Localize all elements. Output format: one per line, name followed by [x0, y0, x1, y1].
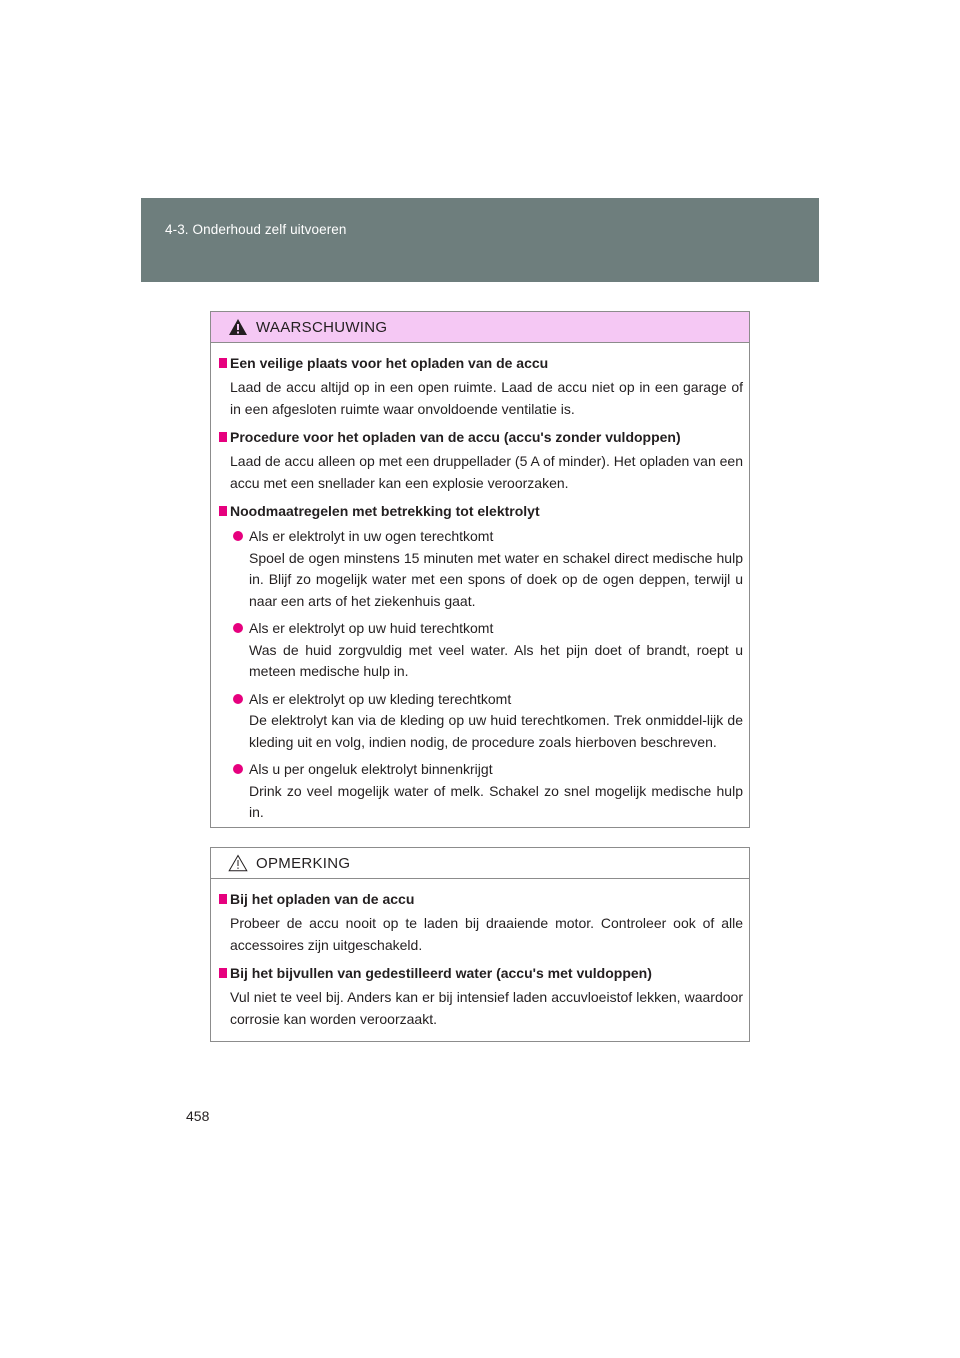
note-section-text: Vul niet te veel bij. Anders kan er bij intensief laden accuvloeistof lekken, waardoor corrosie kan worden veroorzaakt. [230, 989, 743, 1027]
list-item-text: Spoel de ogen minstens 15 minuten met water en schakel direct medische hulp in. Blijf zo mogelijk water met een spons of doek op de ogen deppen, terwijl u naar een arts of het ziekenhuis gaat. [249, 549, 743, 609]
list-item [230, 689, 743, 754]
bullet-list [230, 526, 743, 824]
warning-triangle-icon [228, 318, 248, 336]
list-item-title: Als er elektrolyt in uw ogen terechtkomt [249, 528, 494, 544]
list-item-title: Als u per ongeluk elektrolyt binnenkrijgt [249, 761, 493, 777]
round-bullet-icon [233, 694, 243, 704]
warning-box-title: WAARSCHUWING [256, 319, 388, 336]
square-bullet-icon [219, 968, 227, 978]
warning-box-header [211, 312, 749, 343]
list-item-text: Drink zo veel mogelijk water of melk. Schakel zo snel mogelijk medische hulp in. [249, 782, 743, 820]
list-item-title: Als er elektrolyt op uw huid terechtkomt [249, 620, 494, 636]
note-box-title: OPMERKING [256, 855, 351, 872]
warning-section-text: Laad de accu altijd op in een open ruimte. Laad de accu niet op in een garage of in een afgesloten ruimte waar onvoldoende ventilatie is. [230, 379, 743, 417]
note-box-header [211, 848, 749, 879]
section-title: 4-3. Onderhoud zelf uitvoeren [165, 222, 347, 237]
square-bullet-icon [219, 894, 227, 904]
list-item-text: De elektrolyt kan via de kleding op uw huid terechtkomen. Trek onmiddel-lijk de kleding uit en volg, indien nodig, de procedure zoals hierboven beschreven. [249, 712, 743, 750]
square-bullet-icon [219, 506, 227, 516]
list-item [230, 759, 743, 824]
round-bullet-icon [233, 623, 243, 633]
list-item [230, 526, 743, 612]
list-item-title: Als er elektrolyt op uw kleding terechtkomt [249, 690, 512, 707]
page-number: 458 [186, 1108, 210, 1124]
warning-section-heading: Noodmaatregelen met betrekking tot elektrolyt [219, 501, 743, 522]
warning-section-heading: Procedure voor het opladen van de accu (accu's zonder vuldoppen) [219, 427, 743, 448]
warning-section-text: Laad de accu alleen op met een druppellader (5 A of minder). Het opladen van een accu met een snellader kan een explosie veroorzaken. [230, 453, 743, 491]
list-item-text: Was de huid zorgvuldig met veel water. Als het pijn doet of brandt, roept u meteen medische hulp in. [249, 641, 743, 679]
square-bullet-icon [219, 358, 227, 368]
note-box [210, 847, 750, 1042]
note-box-body [211, 879, 749, 1030]
round-bullet-icon [233, 531, 243, 541]
round-bullet-icon [233, 764, 243, 774]
note-section-heading: Bij het bijvullen van gedestilleerd water (accu's met vuldoppen) [219, 963, 743, 984]
square-bullet-icon [219, 432, 227, 442]
note-section-text: Probeer de accu nooit op te laden bij draaiende motor. Controleer ook of alle accessoires zijn uitgeschakeld. [230, 915, 743, 953]
warning-box-body [211, 343, 749, 824]
caution-triangle-icon [228, 854, 248, 872]
warning-box [210, 311, 750, 828]
list-item [230, 618, 743, 683]
section-header-bar [141, 198, 819, 282]
warning-section-heading: Een veilige plaats voor het opladen van de accu [219, 353, 743, 374]
note-section-heading: Bij het opladen van de accu [219, 889, 743, 910]
